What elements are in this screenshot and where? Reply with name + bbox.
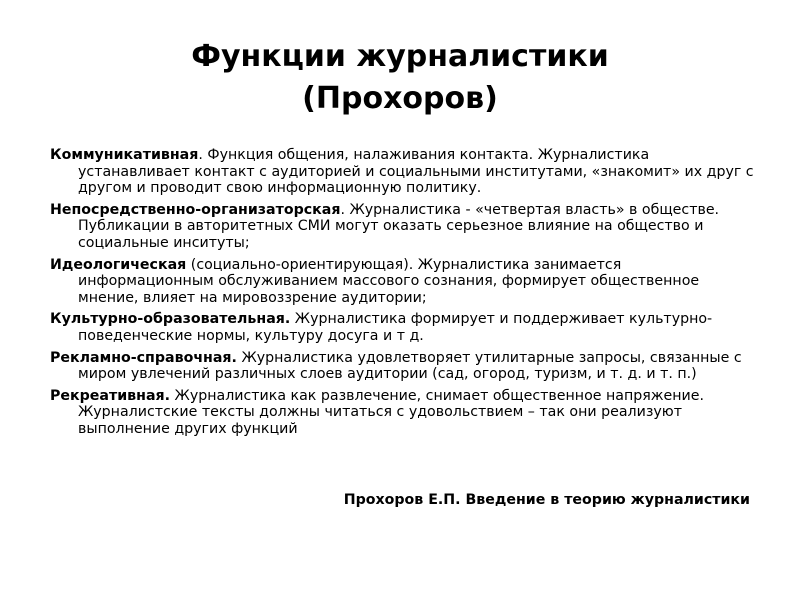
function-term: Непосредственно-организаторская: [50, 201, 341, 218]
function-item-organizational: [50, 202, 760, 252]
function-description: . Журналистика - «четвертая власть» в обществе. Публикации в авторитетных СМИ могут оказать серьезное влияние на общество и социальные инситуты;: [78, 201, 720, 251]
function-item-cultural-educational: [50, 311, 760, 344]
function-description: Журналистика как развлечение, снимает общественное напряжение. Журналистские тексты должны читаться с удовольствием – так они реализуют выполнение других функций: [78, 387, 705, 437]
slide-title-line2: (Прохоров): [302, 81, 498, 116]
function-term: Культурно-образовательная.: [50, 311, 291, 328]
function-item-advertising-reference: [50, 350, 760, 383]
function-description: (социально-ориентирующая). Журналистика занимается информационным обслуживанием массового сознания, формирует общественное мнение, влияет на мировоззрение аудитории;: [78, 256, 700, 306]
function-list: [50, 147, 760, 443]
function-term: Рекламно-справочная.: [50, 349, 237, 366]
function-term: Рекреативная.: [50, 387, 171, 404]
slide-title-line1: Функции журналистики: [191, 39, 609, 74]
function-item-ideological: [50, 257, 760, 307]
function-term: Коммуникативная: [50, 147, 199, 163]
function-term: Идеологическая: [50, 256, 187, 273]
function-description: . Функция общения, налаживания контакта. Журналистика устанавливает контакт с аудиторией и социальными институтами, «знакомит» их друг с другом и проводит свою информационную политику.: [78, 147, 754, 197]
slide-title: [0, 36, 800, 120]
function-description: Журналистика удовлетворяет утилитарные запросы, связанные с миром увлечений различных слоев аудитории (сад, огород, туризм, и т. д. и т. п.): [78, 349, 742, 383]
function-item-communicative: [50, 147, 760, 197]
source-citation: Прохоров Е.П. Введение в теорию журналистики: [343, 492, 750, 508]
function-description: Журналистика формирует и поддерживает культурно-поведенческие нормы, культуру досуга и т д.: [78, 311, 713, 344]
function-item-recreational: [50, 388, 760, 438]
